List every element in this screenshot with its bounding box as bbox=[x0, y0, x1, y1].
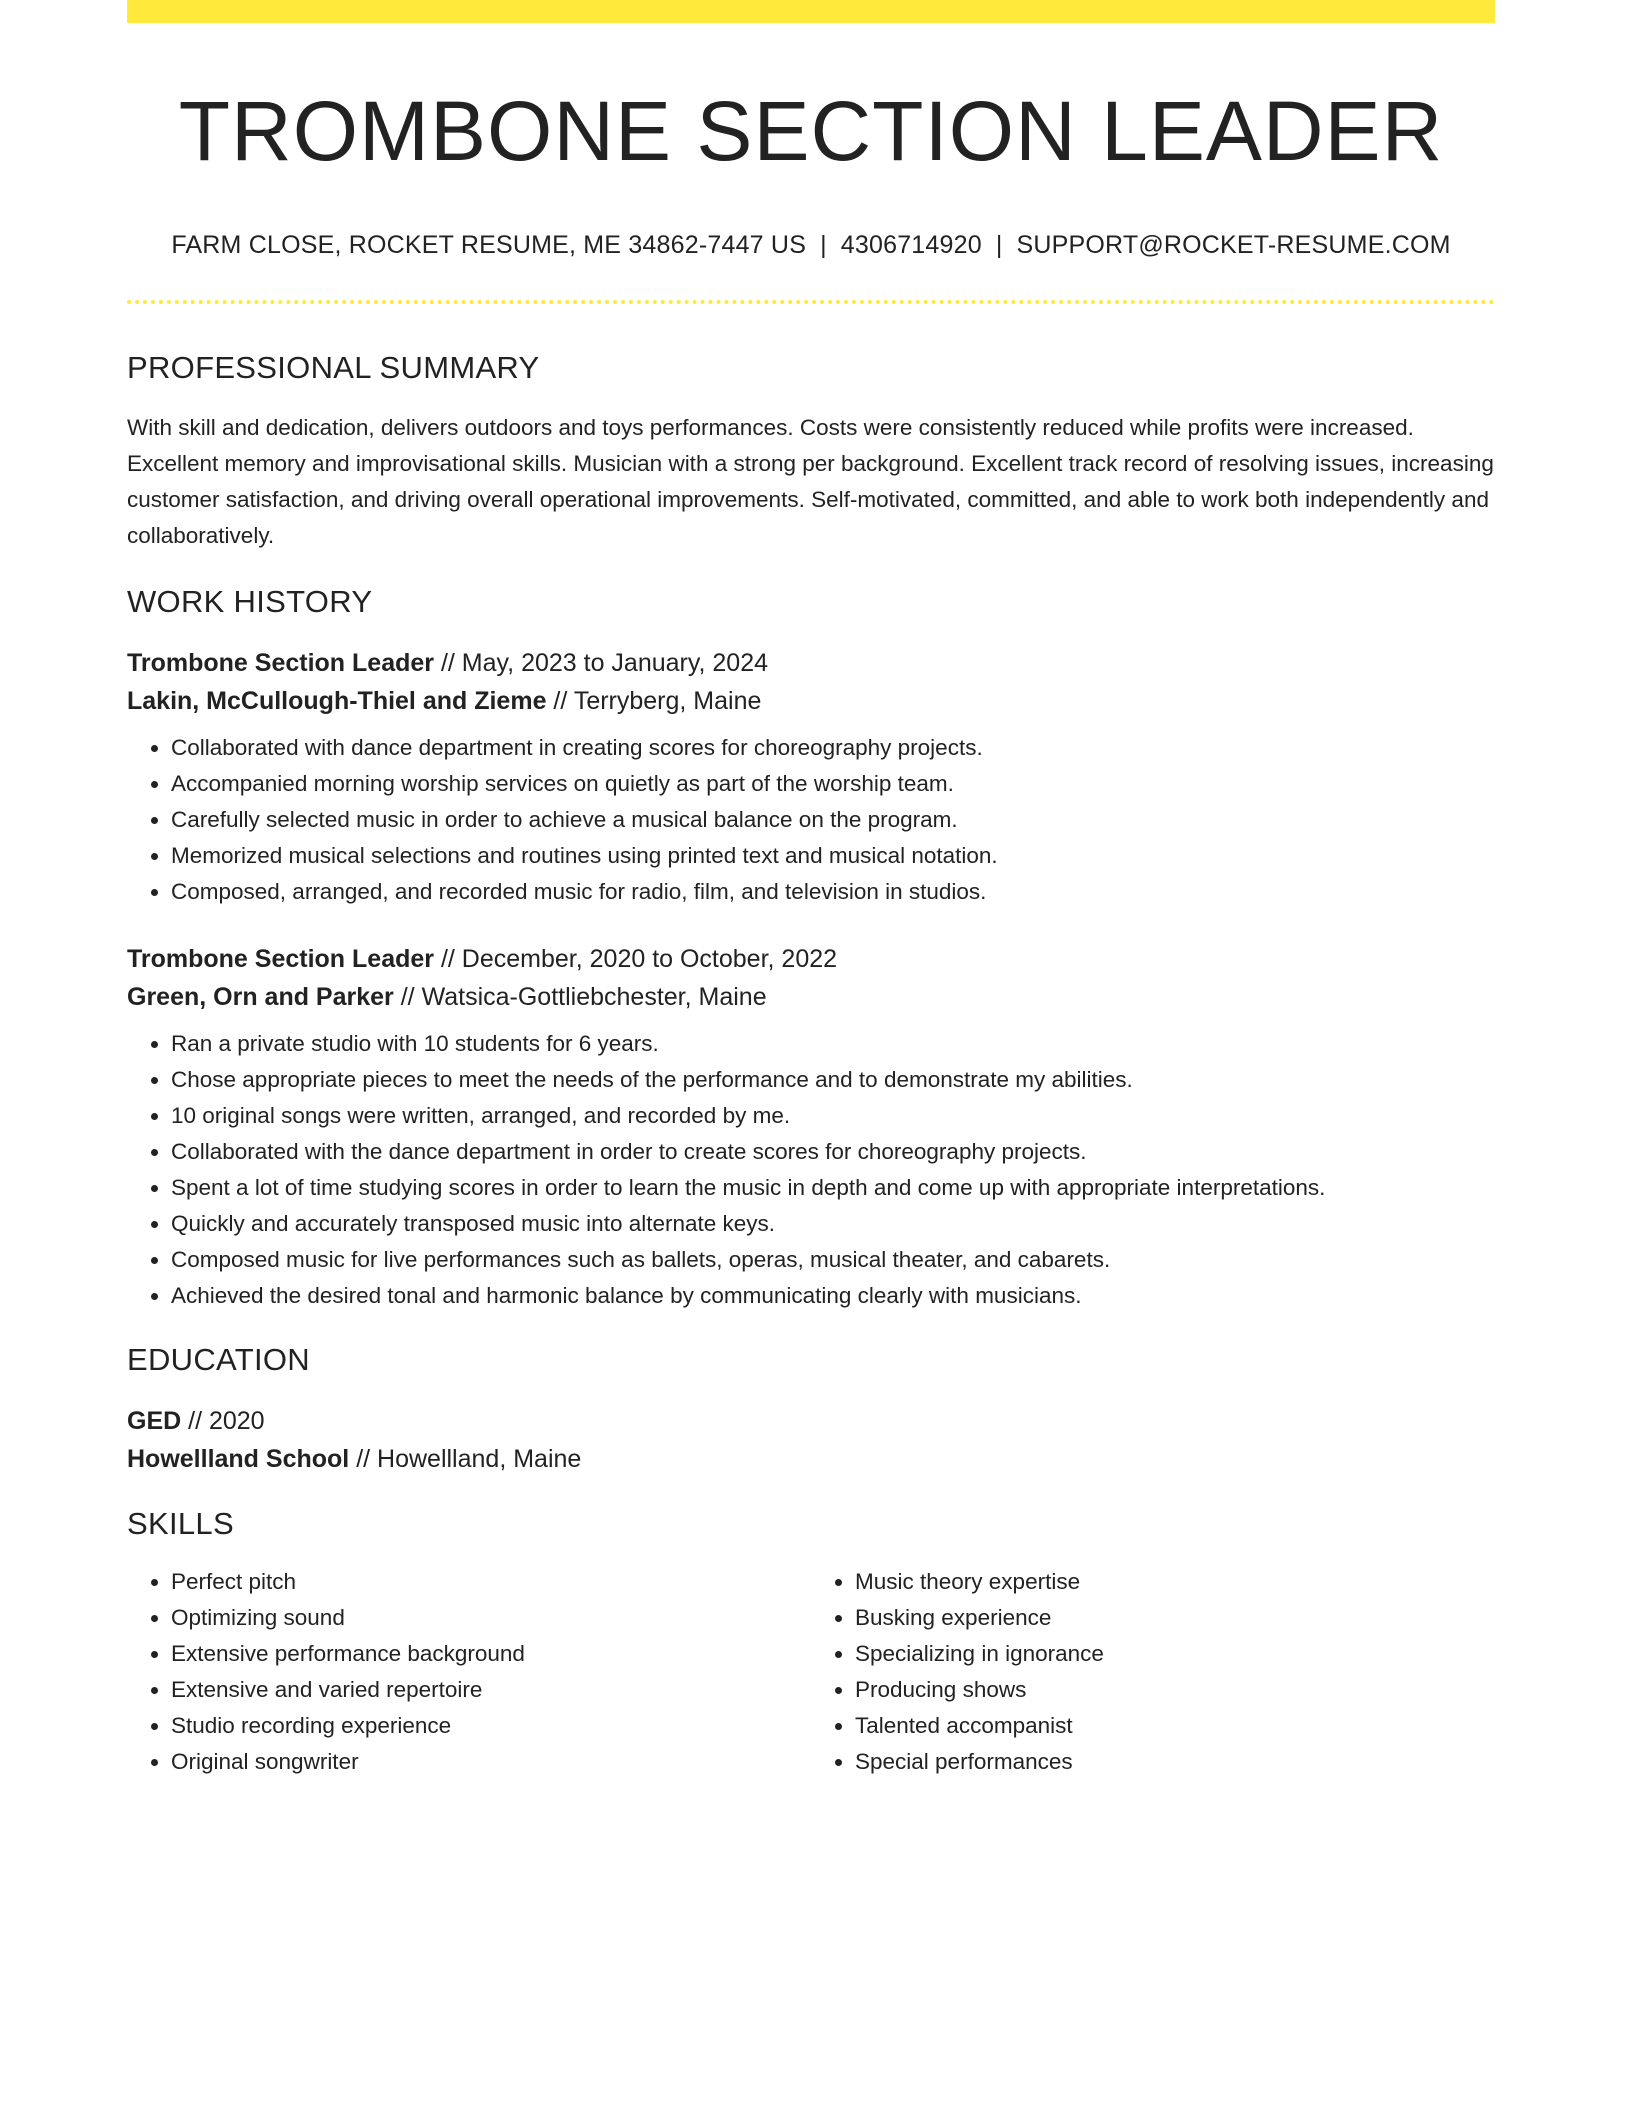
education-school-line bbox=[127, 1440, 1495, 1478]
skill-item: • Busking experience bbox=[855, 1600, 1495, 1636]
job-bullet: • Composed, arranged, and recorded music for radio, film, and television in studios. bbox=[171, 874, 1495, 910]
job-bullet: • 10 original songs were written, arranged, and recorded by me. bbox=[171, 1098, 1495, 1134]
contact-line bbox=[127, 229, 1495, 261]
resume-name-heading: TROMBONE SECTION LEADER bbox=[178, 84, 1444, 178]
skill-item: • Producing shows bbox=[855, 1672, 1495, 1708]
job-bullet: • Composed music for live performances such as ballets, operas, musical theater, and cabarets. bbox=[171, 1242, 1495, 1278]
job-entry bbox=[127, 940, 1495, 1314]
job-bullet: • Collaborated with the dance department in order to create scores for choreography projects. bbox=[171, 1134, 1495, 1170]
skills-section-title: SKILLS bbox=[127, 1506, 234, 1541]
skill-item: • Extensive and varied repertoire bbox=[171, 1672, 811, 1708]
skill-item: • Extensive performance background bbox=[171, 1636, 811, 1672]
summary-section-title: PROFESSIONAL SUMMARY bbox=[127, 350, 540, 385]
contact-address: FARM CLOSE, ROCKET RESUME, ME 34862-7447 US bbox=[171, 231, 807, 259]
job-bullet: • Carefully selected music in order to achieve a musical balance on the program. bbox=[171, 802, 1495, 838]
top-accent-bar bbox=[127, 0, 1495, 23]
skills-columns bbox=[127, 1564, 1495, 1780]
job-bullet: • Ran a private studio with 10 students for 6 years. bbox=[171, 1026, 1495, 1062]
dotted-divider bbox=[127, 300, 1495, 304]
job-company-line bbox=[127, 682, 1495, 720]
job-company: Green, Orn and Parker bbox=[127, 983, 394, 1011]
resume-page bbox=[127, 0, 1495, 1780]
job-bullet: • Collaborated with dance department in creating scores for choreography projects. bbox=[171, 730, 1495, 766]
skill-item: • Specializing in ignorance bbox=[855, 1636, 1495, 1672]
job-company: Lakin, McCullough-Thiel and Zieme bbox=[127, 687, 547, 715]
education-school: Howellland School bbox=[127, 1445, 350, 1473]
job-location: // Terryberg, Maine bbox=[546, 687, 762, 715]
skills-list-right bbox=[811, 1564, 1495, 1780]
education-location: // Howellland, Maine bbox=[349, 1445, 582, 1473]
job-bullet: • Quickly and accurately transposed music into alternate keys. bbox=[171, 1206, 1495, 1242]
job-bullet: • Chose appropriate pieces to meet the needs of the performance and to demonstrate my abilities. bbox=[171, 1062, 1495, 1098]
skill-item: • Talented accompanist bbox=[855, 1708, 1495, 1744]
job-bullet: • Achieved the desired tonal and harmonic balance by communicating clearly with musicians. bbox=[171, 1278, 1495, 1314]
contact-email: SUPPORT@ROCKET-RESUME.COM bbox=[1016, 231, 1451, 259]
education-entry bbox=[127, 1402, 1495, 1478]
job-dates: // December, 2020 to October, 2022 bbox=[434, 945, 838, 973]
job-location: // Watsica-Gottliebchester, Maine bbox=[393, 983, 767, 1011]
job-company-line bbox=[127, 978, 1495, 1016]
education-year: // 2020 bbox=[181, 1407, 265, 1435]
job-role: Trombone Section Leader bbox=[127, 945, 435, 973]
contact-separator: | bbox=[820, 231, 827, 259]
skill-item: • Optimizing sound bbox=[171, 1600, 811, 1636]
skill-item: • Studio recording experience bbox=[171, 1708, 811, 1744]
job-bullet: • Spent a lot of time studying scores in order to learn the music in depth and come up with appropriate interpretations. bbox=[171, 1170, 1495, 1206]
job-bullet: • Memorized musical selections and routines using printed text and musical notation. bbox=[171, 838, 1495, 874]
job-title-line bbox=[127, 644, 1495, 682]
education-degree-line bbox=[127, 1402, 1495, 1440]
job-dates: // May, 2023 to January, 2024 bbox=[434, 649, 769, 677]
skill-item: • Music theory expertise bbox=[855, 1564, 1495, 1600]
skill-item: • Perfect pitch bbox=[171, 1564, 811, 1600]
contact-phone: 4306714920 bbox=[840, 231, 982, 259]
education-section-title: EDUCATION bbox=[127, 1342, 310, 1377]
skill-item: • Special performances bbox=[855, 1744, 1495, 1780]
job-bullet: • Accompanied morning worship services on quietly as part of the worship team. bbox=[171, 766, 1495, 802]
work-history-section-title: WORK HISTORY bbox=[127, 584, 373, 619]
summary-text: With skill and dedication, delivers outdoors and toys performances. Costs were consistently reduced while profits were increased. Excellent memory and improvisational skills. Musician with a strong per background. Excellent track record of resolving issues, increasing customer satisfaction, and driving overall operational improvements. Self-motivated, committed, and able to work both independently and collaboratively. bbox=[127, 415, 1494, 548]
job-title-line bbox=[127, 940, 1495, 978]
job-bullet-list bbox=[127, 730, 1495, 910]
job-entry bbox=[127, 644, 1495, 910]
skill-item: • Original songwriter bbox=[171, 1744, 811, 1780]
education-degree: GED bbox=[127, 1407, 182, 1435]
contact-separator: | bbox=[995, 231, 1003, 259]
skills-list-left bbox=[127, 1564, 811, 1780]
job-role: Trombone Section Leader bbox=[127, 649, 435, 677]
job-bullet-list bbox=[127, 1026, 1495, 1314]
